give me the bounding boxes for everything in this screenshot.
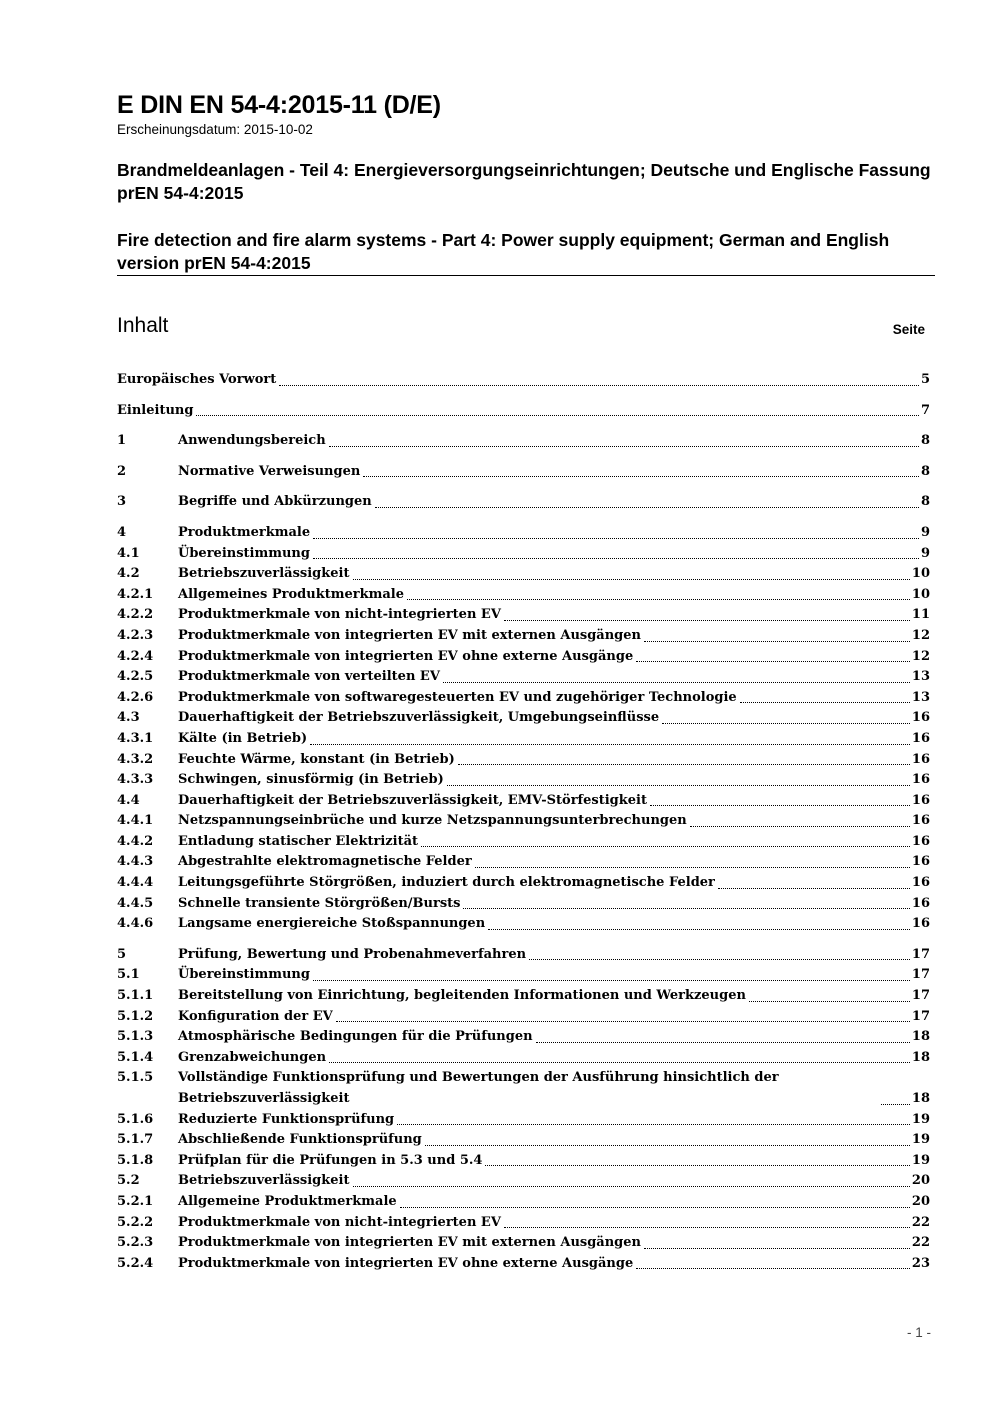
toc-entry-title[interactable]: Netzspannungseinbrüche und kurze Netzspannungsunterbrechungen [178,813,687,829]
toc-entry-dot-leader [536,1042,910,1043]
toc-entry-dot-leader [329,446,919,447]
toc-entry-number: 2 [117,463,127,479]
toc-entry-number: 4.2.5 [117,669,154,685]
toc-entry[interactable] [117,1048,930,1069]
toc-entry-title-line: Vollständige Funktionsprüfung und Bewertungen der Ausführung hinsichtlich der [178,1070,779,1086]
toc-entry-body [178,647,930,668]
toc-entry-title[interactable]: Betriebszuverlässigkeit [178,1173,350,1189]
toc-entry-body [178,1171,930,1192]
toc-entry-dot-leader [740,702,910,703]
toc-entry[interactable] [117,873,930,894]
toc-entry[interactable] [117,1151,930,1172]
toc-entry-dot-leader [485,1165,909,1166]
toc-entry-dot-leader [375,507,919,508]
toc-entry-title[interactable]: Produktmerkmale von integrierten EV ohne externe Ausgänge [178,648,634,664]
toc-entry[interactable] [117,945,930,966]
toc-entry-dot-leader [397,1124,910,1125]
toc-entry-title[interactable]: Abgestrahlte elektromagnetische Felder [178,854,472,870]
toc-entry[interactable] [117,1254,930,1275]
toc-entry-dot-leader [447,785,910,786]
toc-entry-title[interactable]: Betriebszuverlässigkeit [178,566,350,582]
toc-entry[interactable] [117,729,930,750]
toc-entry-body [178,1254,930,1275]
toc-entry-number: 5.1.7 [117,1132,154,1148]
title-english: Fire detection and fire alarm systems - Part 4: Power supply equipment; German and English version prEN 54-4:2015 [117,230,890,273]
toc-entry-page: 8 [920,494,930,510]
toc-entry-page: 16 [911,730,930,746]
toc-entry-title[interactable] [178,1068,878,1109]
toc-entry[interactable] [117,370,930,391]
toc-entry-page: 12 [911,627,930,643]
toc-entry-number: 5 [117,946,127,962]
toc-entry-title[interactable]: Produktmerkmale von softwaregesteuerten EV und zugehöriger Technologie [178,689,737,705]
toc-entry-number: 5.1.6 [117,1111,154,1127]
toc-entry-page: 19 [911,1152,930,1168]
toc-entry[interactable] [117,431,930,452]
toc-entry[interactable] [117,811,930,832]
toc-entry-page: 18 [911,1029,930,1045]
toc-entry-dot-leader [644,641,910,642]
toc-entry-body [178,832,930,853]
toc-entry-dot-leader [329,1062,910,1063]
toc-entry[interactable] [117,894,930,915]
toc-entry-body [178,605,930,626]
toc-entry-page: 23 [911,1255,930,1271]
toc-entry-number: 4.4.1 [117,813,154,829]
toc-entry-number: 5.1.5 [117,1070,154,1086]
footer-page-number: - 1 - [906,1325,931,1340]
toc-entry-page: 22 [911,1214,930,1230]
toc-entry-page: 20 [911,1173,930,1189]
toc-entry[interactable] [117,462,930,483]
toc-entry-number: 4.2.1 [117,586,154,602]
toc-entry-dot-leader [749,1001,910,1002]
toc-entry-body [178,1048,930,1069]
toc-entry-body [178,667,930,688]
toc-entry-page: 16 [911,792,930,808]
toc-entry-page: 16 [911,813,930,829]
toc-entry[interactable] [117,544,930,565]
toc-entry-page: 11 [911,607,930,623]
toc-entry-body [178,1130,930,1151]
toc-entry-body [178,811,930,832]
toc-entry-page: 10 [911,566,930,582]
toc-entry-title[interactable]: Europäisches Vorwort [117,372,277,387]
toc-entry[interactable] [117,647,930,668]
toc-entry[interactable] [117,791,930,812]
toc-entry[interactable] [117,688,930,709]
toc-entry-dot-leader [636,1268,910,1269]
toc-entry-title[interactable]: Begriffe und Abkürzungen [178,494,372,510]
toc-entry[interactable] [117,1027,930,1048]
toc-entry-body [178,1192,930,1213]
toc-entry-dot-leader [636,661,910,662]
toc-entry[interactable] [117,708,930,729]
toc-entry-dot-leader [310,744,910,745]
toc-entry[interactable] [117,832,930,853]
toc-entry-page: 16 [911,751,930,767]
toc-entry-body [178,1213,930,1234]
toc-entry-dot-leader [353,1186,910,1187]
toc-entry-number: 4.3.2 [117,751,154,767]
toc-entry-dot-leader [400,1207,910,1208]
toc-entry-body [178,585,930,606]
toc-entry-dot-leader [463,908,909,909]
toc-entry-title[interactable]: Prüfung, Bewertung und Probenahmeverfahren [178,946,527,962]
toc-entry-title[interactable]: Allgemeines Produktmerkmale [178,586,404,602]
toc-entry[interactable] [117,1007,930,1028]
toc-entry[interactable] [117,605,930,626]
toc-entry-body [178,965,930,986]
toc-entry-number: 4.4.4 [117,875,154,891]
toc-entry-title[interactable]: Produktmerkmale von integrierten EV ohne externe Ausgänge [178,1255,634,1271]
toc-entry-page: 13 [911,669,930,685]
toc-entry-body [178,431,930,452]
toc-entry[interactable] [117,750,930,771]
toc-entry-page: 5 [920,372,930,387]
toc-entry-page: 17 [911,1008,930,1024]
toc-entry-dot-leader [690,826,910,827]
toc-entry-body [178,1110,930,1131]
toc-entry[interactable] [117,492,930,513]
toc-entry-page: 16 [911,833,930,849]
toc-entry[interactable] [117,667,930,688]
toc-entry-number: 4.2.6 [117,689,154,705]
toc-entry-dot-leader [529,959,910,960]
toc-entry-page: 10 [911,586,930,602]
toc-entry-title[interactable]: Produktmerkmale von nicht-integrierten EV [178,607,501,623]
toc-entry-dot-leader [662,723,910,724]
toc-page-column-label: Seite [892,322,925,337]
toc-entry-title[interactable]: Produktmerkmale [178,524,311,540]
toc-entry-dot-leader [353,579,910,580]
toc-entry[interactable] [117,1110,930,1131]
toc-entry-body [178,1068,930,1109]
toc-entry-dot-leader [718,888,910,889]
toc-entry-title[interactable]: Produktmerkmale von verteilten EV [178,669,440,685]
toc-entry-dot-leader [313,538,919,539]
toc-entry-dot-leader [644,1248,910,1249]
toc-entry-title-continuation: Betriebszuverlässigkeit [178,1091,350,1106]
toc-entry-number: 4.4.6 [117,916,154,932]
toc-entry[interactable] [117,965,930,986]
toc-entry-title[interactable]: Kälte (in Betrieb) [178,730,308,746]
toc-entry-dot-leader [425,1145,910,1146]
toc-entry-dot-leader [363,476,919,477]
toc-entry-body [178,1027,930,1048]
toc-entry-dot-leader [196,415,919,416]
toc-entry-title[interactable]: Allgemeine Produktmerkmale [178,1193,397,1209]
toc-entry-page: 8 [920,433,930,449]
toc-entry-number: 5.2.4 [117,1255,154,1271]
toc-entry-page: 13 [911,689,930,705]
toc-entry-page: 9 [920,545,930,561]
toc-entry-page: 22 [911,1235,930,1251]
toc-entry-number: 5.1.8 [117,1152,154,1168]
toc-entry-page: 12 [911,648,930,664]
toc-entry-title[interactable]: Einleitung [117,402,194,418]
toc-entry-number: 4.3.3 [117,772,154,788]
toc-entry-body [178,523,930,544]
title-german: Brandmeldeanlagen - Teil 4: Energieversorgungseinrichtungen; Deutsche und Englische Fassung prEN 54-4:2015 [117,160,931,203]
toc-entry[interactable] [117,986,930,1007]
toc-entry-body [178,688,930,709]
toc-entry-dot-leader [279,385,919,386]
toc-entry-number: 5.1.4 [117,1049,154,1065]
toc-entry-number: 5.2.3 [117,1235,154,1251]
toc-entry-title[interactable]: Produktmerkmale von integrierten EV mit externen Ausgängen [178,1235,641,1251]
toc-entry-title[interactable]: Feuchte Wärme, konstant (in Betrieb) [178,751,455,767]
toc-entry-title[interactable]: Konfiguration der EV [178,1008,333,1024]
toc-entry-title[interactable]: Bereitstellung von Einrichtung, begleitenden Informationen und Werkzeugen [178,988,746,1004]
toc-entry-dot-leader [443,682,910,683]
toc-entry[interactable] [117,770,930,791]
toc-entry[interactable] [117,626,930,647]
toc-entry-title[interactable]: Produktmerkmale von nicht-integrierten EV [178,1214,501,1230]
toc-entry-page: 20 [911,1193,930,1209]
toc-entry[interactable] [117,1213,930,1234]
toc-heading: Inhalt [117,314,169,337]
toc-entry-dot-leader [881,1104,910,1105]
toc-entry-page: 16 [911,854,930,870]
toc-entry-page: 16 [911,772,930,788]
publication-date: Erscheinungsdatum: 2015-10-02 [117,122,313,137]
toc-entry-body [178,492,930,513]
toc-entry-title[interactable]: Übereinstimmung [178,545,310,561]
toc-entry-body [178,1007,930,1028]
toc-entry-number: 4.4 [117,792,140,808]
toc-entry[interactable] [117,564,930,585]
toc-entry-title[interactable]: Schnelle transiente Störgrößen/Bursts [178,895,461,911]
toc-entry-number: 4.4.3 [117,854,154,870]
toc-entry-page: 17 [911,988,930,1004]
toc-entry-title[interactable]: Anwendungsbereich [178,433,326,449]
toc-entry-number: 4.2.3 [117,627,154,643]
toc-entry-number: 4 [117,524,127,540]
toc-entry-number: 4.3 [117,710,140,726]
toc-entry[interactable] [117,401,930,422]
toc-entry-body [178,873,930,894]
toc-entry-number: 3 [117,494,127,510]
toc-entry-number: 5.1.1 [117,988,154,1004]
toc-entry-page: 16 [911,916,930,932]
toc-entry-dot-leader [475,867,910,868]
toc-entry-dot-leader [421,846,910,847]
toc-entry-page: 16 [911,875,930,891]
toc-entry-body [178,986,930,1007]
toc-entry[interactable] [117,1130,930,1151]
toc-entry-dot-leader [504,1227,910,1228]
toc-entry-body [178,708,930,729]
toc-entry[interactable] [117,1171,930,1192]
toc-entry-title[interactable]: Schwingen, sinusförmig (in Betrieb) [178,772,444,788]
toc-entry-body [178,626,930,647]
toc-entry-body [117,401,930,422]
toc-entry-dot-leader [488,929,910,930]
toc-entry-dot-leader [458,764,910,765]
toc-entry-dot-leader [650,805,910,806]
toc-entry-title[interactable]: Normative Verweisungen [178,463,361,479]
toc-entry-title[interactable]: Reduzierte Funktionsprüfung [178,1111,395,1127]
toc-entry-page: 17 [911,967,930,983]
toc-entry[interactable] [117,914,930,935]
toc-entry-body [178,1151,930,1172]
toc-entry-page: 18 [911,1049,930,1065]
toc-entry-number: 5.2.1 [117,1193,154,1209]
toc-entry-number: 4.1 [117,545,140,561]
toc-entry-page: 8 [920,463,930,479]
toc-entry-body [178,945,930,966]
toc-entry-page: 9 [920,524,930,540]
toc-entry-dot-leader [504,620,910,621]
toc-entry-body [178,1233,930,1254]
toc-entry-number: 5.2 [117,1173,140,1189]
toc-entry-dot-leader [313,980,910,981]
toc-entry-dot-leader [407,599,910,600]
toc-entry-number: 5.2.2 [117,1214,154,1230]
toc-entry-dot-leader [313,558,919,559]
toc-entry-page: 16 [911,710,930,726]
toc-entry-number: 4.2 [117,566,140,582]
toc-entry[interactable] [117,585,930,606]
toc-entry-body [178,852,930,873]
toc-entry-body [178,894,930,915]
toc-entry-title[interactable]: Atmosphärische Bedingungen für die Prüfungen [178,1029,533,1045]
toc-entry-title[interactable]: Produktmerkmale von integrierten EV mit externen Ausgängen [178,627,641,643]
toc-entry[interactable] [117,1192,930,1213]
toc-entry-body [178,729,930,750]
toc-entry-number: 5.1 [117,967,140,983]
toc-entry-body [178,914,930,935]
toc-entry-body [178,750,930,771]
toc-entry-title[interactable]: Grenzabweichungen [178,1049,327,1065]
toc-entry-body [178,544,930,565]
toc-entry-title[interactable]: Dauerhaftigkeit der Betriebszuverlässigkeit, EMV-Störfestigkeit [178,792,647,808]
toc-entry-number: 4.3.1 [117,730,154,746]
toc-entry-page: 18 [911,1091,930,1106]
toc-entry-body [178,791,930,812]
toc-entry-number: 5.1.3 [117,1029,154,1045]
toc-entry-dot-leader [336,1021,910,1022]
toc-entry-body [178,564,930,585]
toc-entry[interactable] [117,1068,930,1109]
document-id: E DIN EN 54-4:2015-11 (D/E) [117,91,441,119]
toc-entry-number: 4.4.2 [117,833,154,849]
table-of-contents [117,370,930,1274]
toc-entry[interactable] [117,852,930,873]
toc-entry-title[interactable]: Übereinstimmung [178,967,310,983]
toc-entry-body [178,462,930,483]
toc-entry-title[interactable]: Langsame energiereiche Stoßspannungen [178,916,486,932]
toc-entry-title[interactable]: Leitungsgeführte Störgrößen, induziert durch elektromagnetische Felder [178,875,715,891]
toc-entry-number: 4.2.2 [117,607,154,623]
toc-entry-title[interactable]: Entladung statischer Elektrizität [178,833,419,849]
toc-entry-body [117,370,930,391]
toc-entry-page: 16 [911,895,930,911]
toc-entry-page: 19 [911,1111,930,1127]
toc-entry-title[interactable]: Abschließende Funktionsprüfung [178,1132,422,1148]
toc-entry-page: 19 [911,1132,930,1148]
toc-entry-number: 5.1.2 [117,1008,154,1024]
toc-entry-page: 17 [911,946,930,962]
toc-entry-title[interactable]: Dauerhaftigkeit der Betriebszuverlässigkeit, Umgebungseinflüsse [178,710,660,726]
toc-entry-number: 1 [117,433,127,449]
header-divider [117,275,935,276]
toc-entry-title[interactable]: Prüfplan für die Prüfungen in 5.3 und 5.4 [178,1152,483,1168]
toc-entry-number: 4.4.5 [117,895,154,911]
toc-entry-page: 7 [920,402,930,418]
toc-entry[interactable] [117,523,930,544]
toc-entry[interactable] [117,1233,930,1254]
toc-entry-number: 4.2.4 [117,648,154,664]
toc-entry-body [178,770,930,791]
